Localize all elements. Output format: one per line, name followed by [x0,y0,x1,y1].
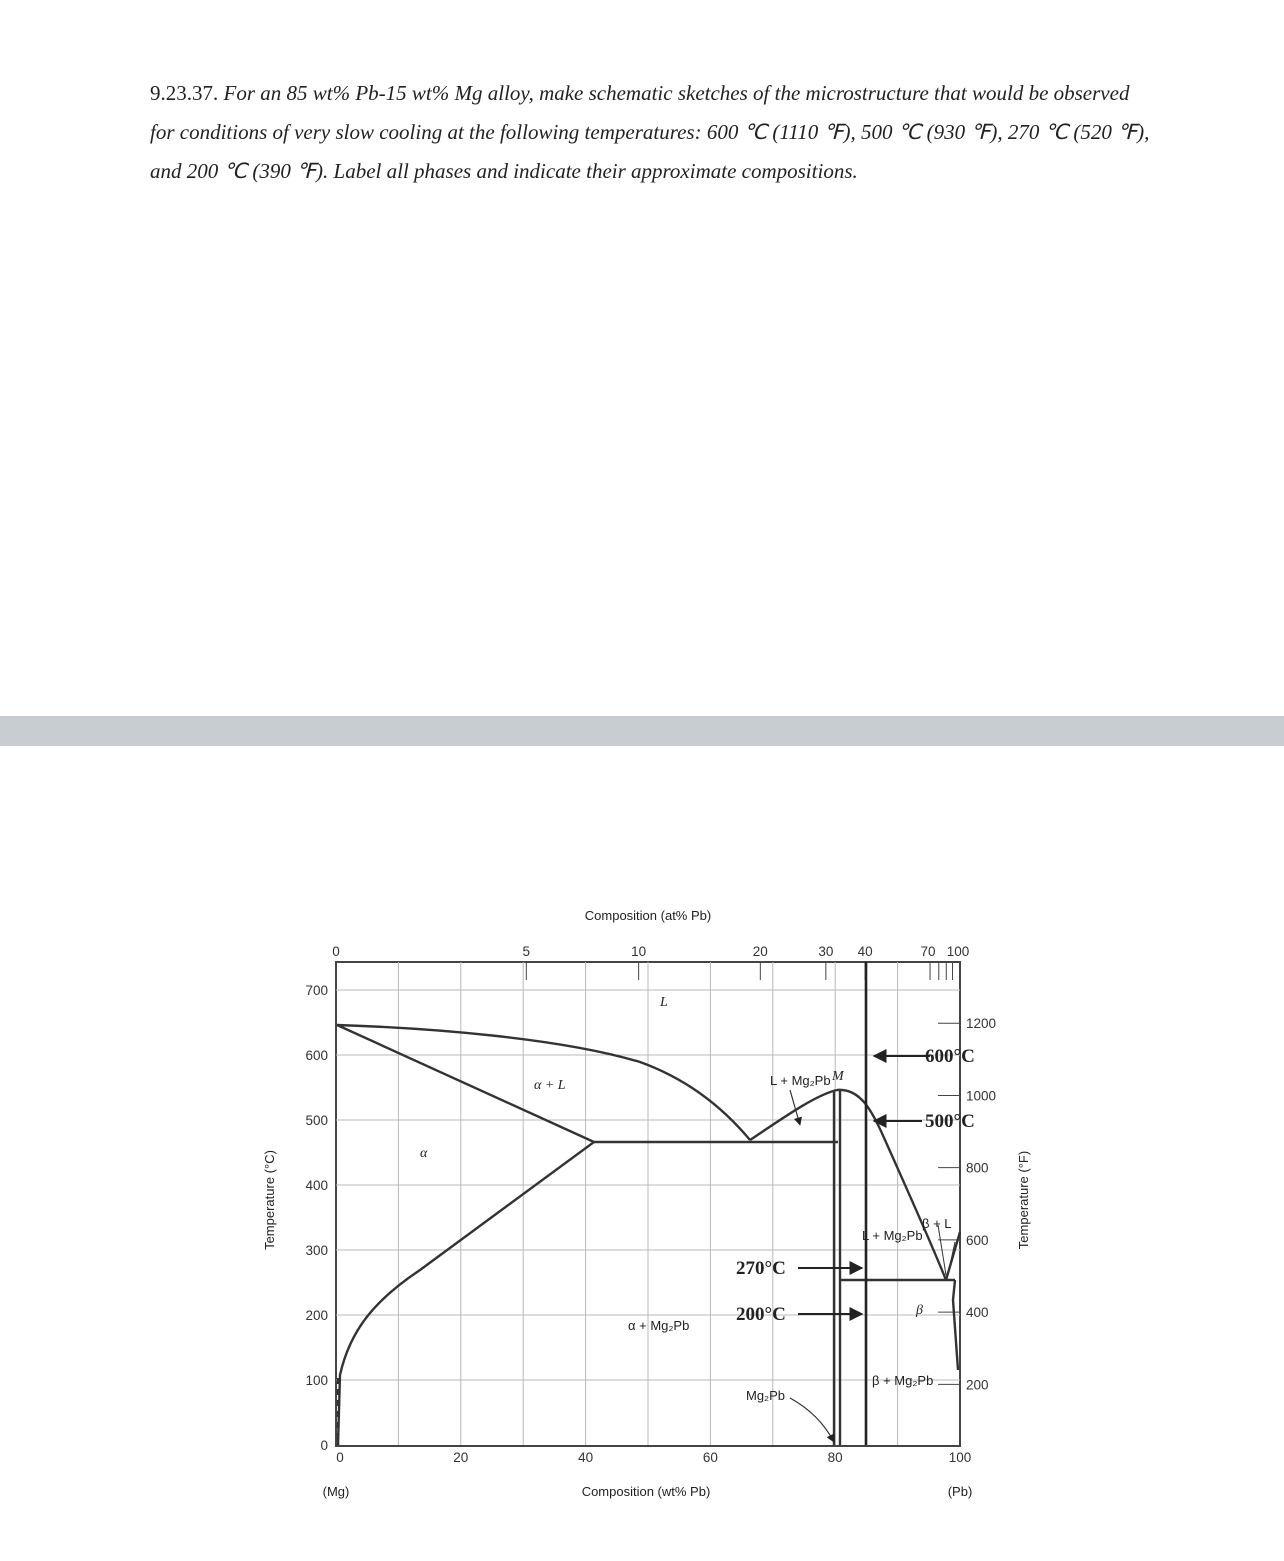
right-axis-title: Temperature (°F) [1016,1150,1031,1250]
y-right-tick-label: 1200 [966,1016,997,1032]
question-body: For an 85 wt% Pb-15 wt% Mg alloy, make schematic sketches of the microstructure that would be observed for conditions of very slow cooling at the following temperatures: 600 ℃ (1110 ℉), 500 ℃ (930 ℉), 270 ℃ (520 ℉), and 200 ℃ (390 ℉). Label all phases and indicate their approximate compositions. [150,81,1150,183]
y-axis-left-ticks [305,983,328,1453]
x-top-tick-label: 40 [857,944,873,959]
annotation-270c: 270°C [736,1258,786,1279]
y-left-tick-label: 600 [305,1048,328,1063]
y-left-tick-label: 0 [320,1438,328,1453]
liquidus-mg2pb-left [750,1090,837,1140]
x-top-tick-label: 10 [631,944,647,959]
pb-liquidus [946,1232,960,1280]
bottom-axis-title: Composition (wt% Pb) [581,1484,711,1499]
annotation-200c: 200°C [736,1304,786,1325]
label-alpha: α [420,1146,428,1161]
top-axis-title: Composition (at% Pb) [584,908,712,923]
y-right-tick-label: 800 [966,1160,989,1176]
label-beta-plus-mg2pb: β + Mg₂Pb [872,1373,934,1388]
x-axis-bottom-ticks [336,1450,971,1465]
y-right-tick-label: 600 [966,1232,989,1248]
y-right-tick-label: 200 [966,1377,989,1393]
x-bottom-tick-label: 20 [453,1450,469,1465]
x-bottom-tick-label: 40 [578,1450,594,1465]
x-top-tick-label: 100 [946,944,970,959]
label-alpha-plus-mg2pb: α + Mg₂Pb [628,1318,690,1333]
x-top-tick-label: 5 [522,944,531,959]
x-top-tick-label: 0 [332,944,340,959]
pb-end-label: (Pb) [947,1484,973,1499]
x-bottom-tick-label: 60 [702,1450,718,1465]
label-congruent-point: M [832,1069,844,1084]
y-axis-right-ticks [938,1016,996,1392]
question-number: 9.23.37. [150,81,219,105]
label-mg2pb: Mg₂Pb [746,1388,786,1403]
label-l-plus-mg2pb-upper: L + Mg₂Pb [770,1073,831,1088]
label-liquid: L [660,995,668,1010]
left-axis-title: Temperature (°C) [262,1150,277,1250]
y-left-tick-label: 200 [305,1308,328,1323]
x-bottom-tick-label: 80 [827,1450,843,1465]
label-alpha-plus-liquid: α + L [534,1078,566,1093]
annotation-500c: 500°C [925,1111,975,1132]
x-top-tick-label: 30 [818,944,834,959]
y-right-tick-label: 1000 [966,1088,997,1104]
label-beta-plus-l: β + L [922,1216,952,1231]
x-top-tick-label: 20 [752,944,768,959]
y-left-tick-label: 100 [305,1373,328,1388]
mg-end-label: (Mg) [322,1484,350,1499]
x-bottom-tick-label: 0 [336,1450,344,1465]
label-beta: β [916,1303,923,1318]
x-bottom-tick-label: 100 [948,1450,972,1465]
mg2pb-pointer-arrow [790,1398,834,1442]
annotation-600c: 600°C [925,1046,975,1067]
y-left-tick-label: 400 [305,1178,328,1193]
y-left-tick-label: 700 [305,983,328,998]
y-right-tick-label: 400 [966,1305,989,1321]
y-left-tick-label: 500 [305,1113,328,1128]
y-left-tick-label: 300 [305,1243,328,1258]
x-top-tick-label: 70 [920,944,936,959]
solvus-alpha [338,1142,594,1445]
beta-solvus [953,1280,958,1370]
label-l-plus-mg2pb-lower: L + Mg₂Pb [862,1228,923,1243]
